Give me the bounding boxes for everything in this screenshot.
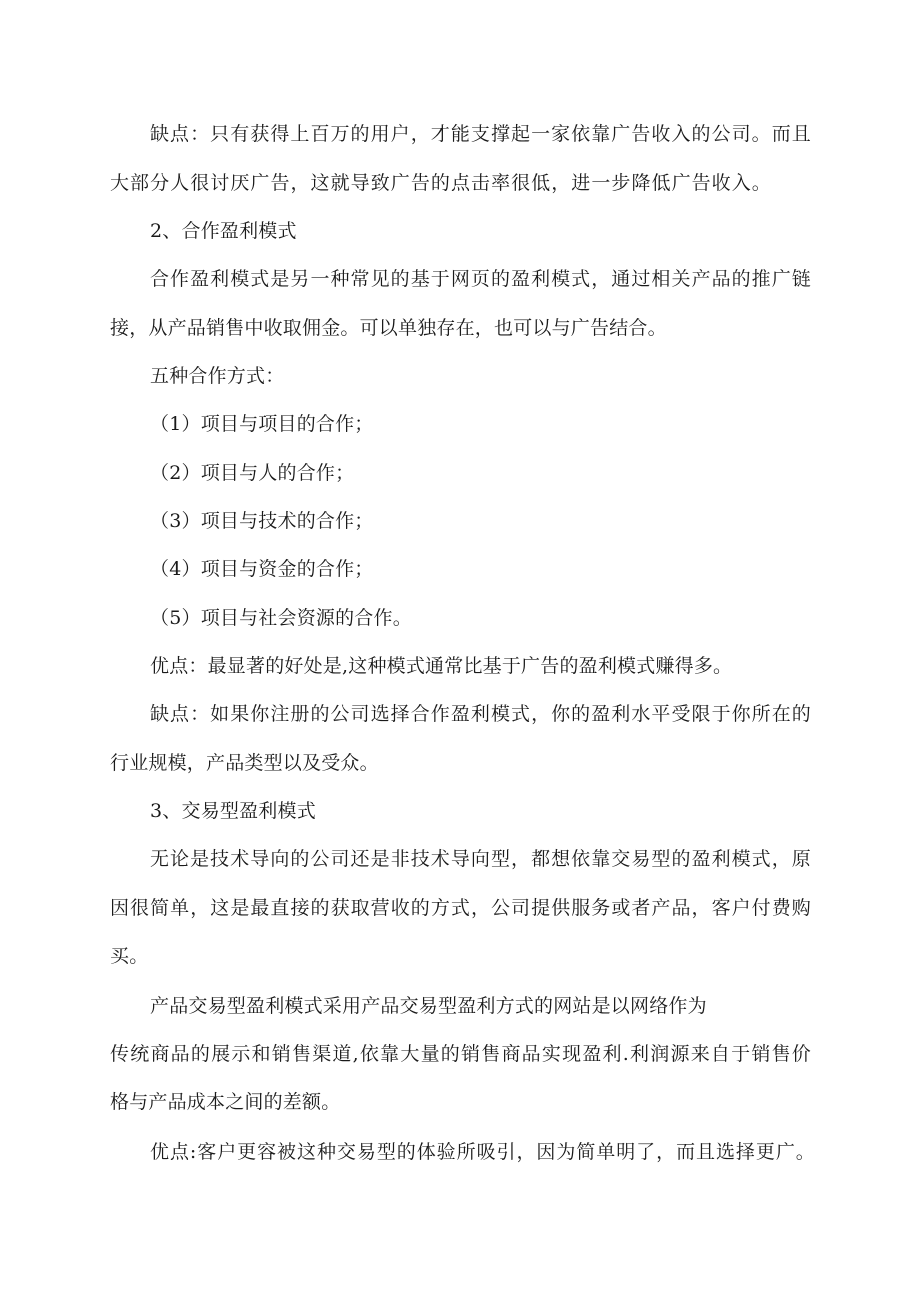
list-item: （2）项目与人的合作； [150, 462, 355, 484]
list-item: （4）项目与资金的合作； [150, 558, 374, 580]
text-line: 合作盈利模式是另一种常见的基于网页的盈利模式，通过相关产品的推广链 [150, 268, 811, 290]
list-item: （3）项目与技术的合作； [150, 510, 374, 532]
text-line: 优点:客户更容被这种交易型的体验所吸引，因为简单明了，而且选择更广。 [150, 1141, 815, 1163]
text-line: 五种合作方式： [150, 365, 285, 387]
section-heading: 2、合作盈利模式 [150, 220, 297, 242]
text-line: 无论是技术导向的公司还是非技术导向型，都想依靠交易型的盈利模式，原 [150, 848, 811, 870]
section-heading: 3、交易型盈利模式 [150, 800, 316, 822]
text-line: 缺点：只有获得上百万的用户，才能支撑起一家依靠广告收入的公司。而且 [150, 123, 811, 145]
text-line: 买。 [110, 945, 149, 967]
text-line: 大部分人很讨厌广告，这就导致广告的点击率很低，进一步降低广告收入。 [110, 172, 771, 194]
text-line: 行业规模，产品类型以及受众。 [110, 752, 379, 774]
text-line: 优点：最显著的好处是,这种模式通常比基于广告的盈利模式赚得多。 [150, 655, 733, 677]
text-line: 传统商品的展示和销售渠道,依靠大量的销售商品实现盈利.利润源来自于销售价 [110, 1043, 811, 1065]
list-item: （1）项目与项目的合作； [150, 413, 374, 435]
text-line: 因很简单，这是最直接的获取营收的方式，公司提供服务或者产品，客户付费购 [110, 897, 811, 919]
list-item: （5）项目与社会资源的合作。 [150, 607, 412, 629]
text-line: 格与产品成本之间的差额。 [110, 1091, 341, 1113]
text-line: 接，从产品销售中收取佣金。可以单独存在，也可以与广告结合。 [110, 317, 667, 339]
text-line: 缺点：如果你注册的公司选择合作盈利模式，你的盈利水平受限于你所在的 [150, 703, 811, 725]
text-line: 产品交易型盈利模式采用产品交易型盈利方式的网站是以网络作为 [150, 995, 707, 1017]
